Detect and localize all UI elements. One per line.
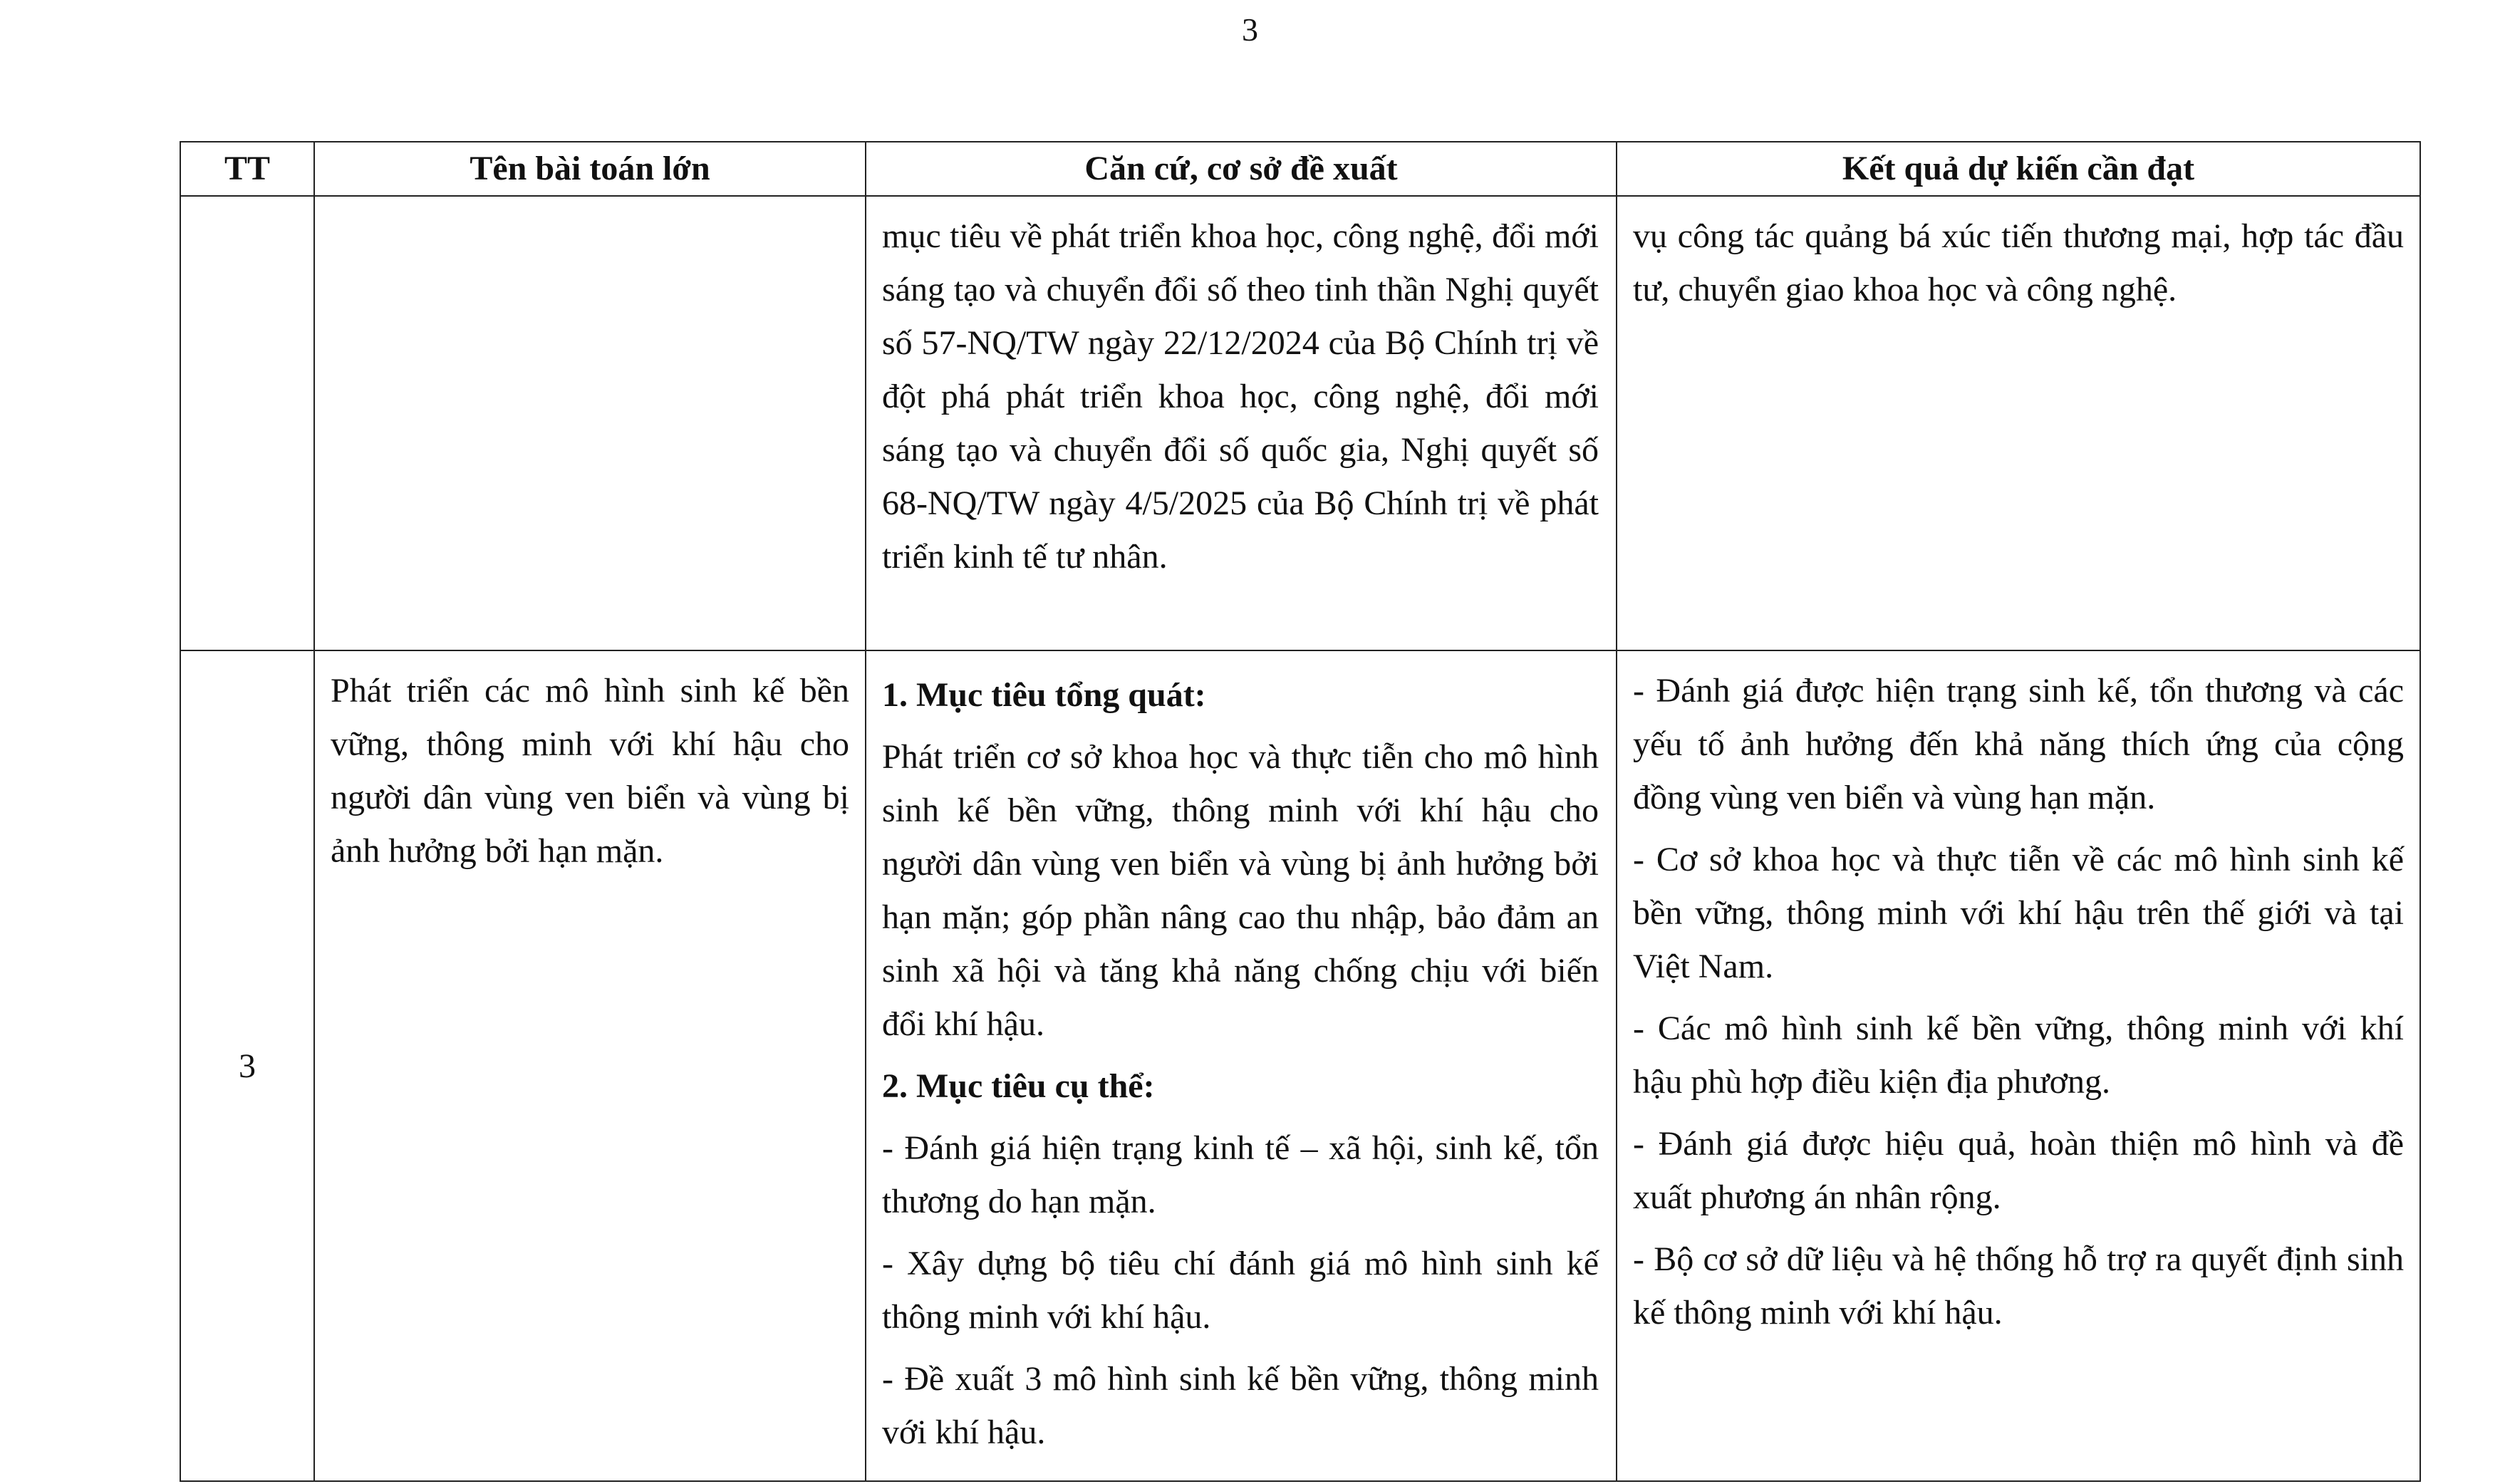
result-text: vụ công tác quảng bá xúc tiến thương mại, hợp tác đầu tư, chuyển giao khoa học và công nghệ.	[1633, 217, 2404, 308]
task-name-text: Phát triển các mô hình sinh kế bền vững, thông minh với khí hậu cho người dân vùng ven biển và vùng bị ảnh hưởng bởi hạn mặn.	[331, 672, 849, 870]
header-expected-result: Kết quả dự kiến cần đạt	[1617, 142, 2420, 196]
result-item: - Đánh giá được hiệu quả, hoàn thiện mô hình và đề xuất phương án nhân rộng.	[1633, 1125, 2404, 1216]
row-continued-name	[314, 196, 866, 650]
result-item: - Đánh giá được hiện trạng sinh kế, tổn thương và các yếu tố ảnh hưởng đến khả năng thích ứng của cộng đồng vùng ven biển và vùng hạn mặn.	[1633, 672, 2404, 816]
result-item: - Bộ cơ sở dữ liệu và hệ thống hỗ trợ ra quyết định sinh kế thông minh với khí hậu.	[1633, 1240, 2404, 1332]
row-continued-result	[1617, 196, 2420, 650]
table-row	[180, 196, 2420, 650]
table-header-row	[180, 142, 2420, 196]
specific-objective-heading: 2. Mục tiêu cụ thể:	[882, 1067, 1155, 1105]
table-row	[180, 650, 2420, 1481]
header-tt: TT	[180, 142, 314, 196]
specific-objective-item: - Đề xuất 3 mô hình sinh kế bền vững, thông minh với khí hậu.	[882, 1360, 1599, 1451]
header-basis: Căn cứ, cơ sở đề xuất	[866, 142, 1617, 196]
row-continued-tt	[180, 196, 314, 650]
specific-objective-item: - Đánh giá hiện trạng kinh tế – xã hội, sinh kế, tổn thương do hạn mặn.	[882, 1129, 1599, 1220]
result-item: - Các mô hình sinh kế bền vững, thông minh với khí hậu phù hợp điều kiện địa phương.	[1633, 1010, 2404, 1101]
proposal-table	[180, 141, 2421, 1482]
row3-name	[314, 650, 866, 1481]
specific-objective-item: - Xây dựng bộ tiêu chí đánh giá mô hình sinh kế thông minh với khí hậu.	[882, 1245, 1599, 1336]
general-objective-text: Phát triển cơ sở khoa học và thực tiễn cho mô hình sinh kế bền vững, thông minh với khí hậu cho người dân vùng ven biển và vùng bị ảnh hưởng bởi hạn mặn; góp phần nâng cao thu nhập, bảo đảm an sinh xã hội và tăng khả năng chống chịu với biến đổi khí hậu.	[882, 738, 1599, 1043]
row3-result	[1617, 650, 2420, 1481]
general-objective-heading: 1. Mục tiêu tổng quát:	[882, 676, 1206, 714]
basis-text: mục tiêu về phát triển khoa học, công nghệ, đổi mới sáng tạo và chuyển đổi số theo tinh thần Nghị quyết số 57-NQ/TW ngày 22/12/2024 của Bộ Chính trị về đột phá phát triển khoa học, công nghệ, đổi mới sáng tạo và chuyển đổi số quốc gia, Nghị quyết số 68-NQ/TW ngày 4/5/2025 của Bộ Chính trị về phát triển kinh tế tư nhân.	[882, 217, 1599, 576]
result-item: - Cơ sở khoa học và thực tiễn về các mô hình sinh kế bền vững, thông minh với khí hậu trên thế giới và tại Việt Nam.	[1633, 841, 2404, 985]
row-continued-basis	[866, 196, 1617, 650]
row3-tt: 3	[180, 650, 314, 1481]
page-number: 3	[1242, 11, 1258, 48]
header-task-name: Tên bài toán lớn	[314, 142, 866, 196]
row3-basis	[866, 650, 1617, 1481]
